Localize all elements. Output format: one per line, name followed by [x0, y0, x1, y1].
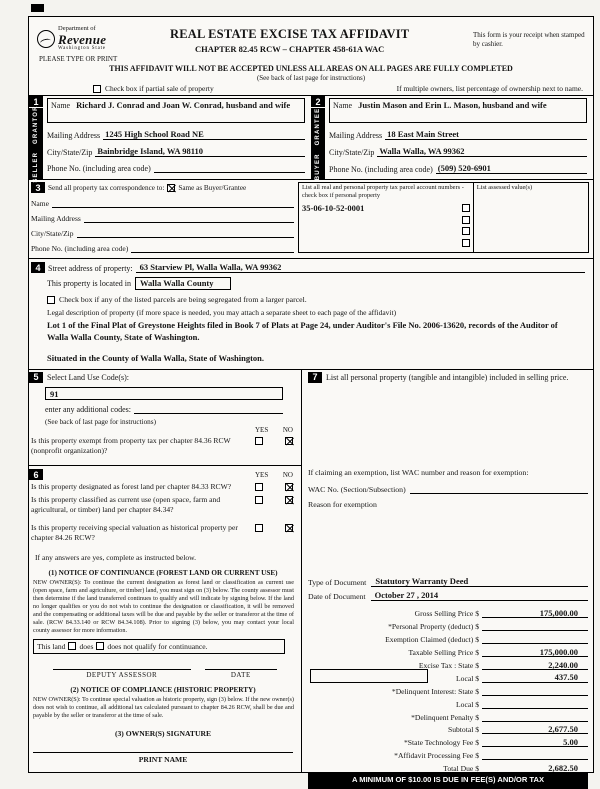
- delinquent-interest-state-value[interactable]: [482, 685, 588, 696]
- affidavit-processing-fee-value[interactable]: [482, 750, 588, 761]
- excise-tax-local-label: Local $: [456, 673, 479, 683]
- additional-codes-label: enter any additional codes:: [45, 404, 131, 414]
- washington-state-label: Washington State: [58, 45, 106, 51]
- personal-property-checkbox-1[interactable]: [462, 204, 470, 212]
- personal-property-checkbox-3[interactable]: [462, 227, 470, 235]
- street-address-label: Street address of property:: [48, 264, 133, 273]
- see-back-note: (See back of last page for instructions): [256, 74, 366, 82]
- deputy-assessor-date-line[interactable]: DATE: [205, 669, 277, 679]
- affidavit-processing-fee-label: *Affidavit Processing Fee $: [394, 751, 479, 761]
- notice-compliance-title: (2) NOTICE OF COMPLIANCE (HISTORIC PROPERTY): [70, 685, 256, 694]
- buyer-phone-label: Phone No. (including area code): [329, 165, 433, 174]
- personal-property-section: [302, 370, 593, 785]
- delinquent-interest-local-label: Local $: [456, 699, 479, 709]
- correspondence-address-field[interactable]: [84, 213, 294, 223]
- classification-section: [29, 466, 301, 772]
- located-in-label: This property is located in: [47, 279, 131, 288]
- buyer-address-label: Mailing Address: [329, 131, 383, 140]
- correspondence-citystatezip-field[interactable]: [77, 228, 295, 238]
- yes-header: YES: [255, 425, 269, 434]
- buyer-citystatezip-field[interactable]: Walla Walla, WA 99362: [377, 146, 587, 157]
- wac-number-field[interactable]: [410, 484, 588, 494]
- seller-phone-field[interactable]: [154, 163, 305, 173]
- subtotal-label: Subtotal $: [447, 725, 479, 735]
- seller-citystatezip-label: City/State/Zip: [47, 148, 93, 157]
- registration-mark: [31, 4, 44, 12]
- multiple-owners-note: If multiple owners, list percentage of ownership next to name.: [396, 84, 583, 93]
- does-not-qualify-checkbox[interactable]: [96, 642, 104, 650]
- does-qualify-checkbox[interactable]: [68, 642, 76, 650]
- notice-compliance-text: NEW OWNER(S): To continue special valuation as historic property, sign (3) below. If the new owner(s) does not wish to continue, all additional tax calculated pursuant to chapter 84.26 RCW, shall be due and payable by the seller or transferor at the time of sale.: [33, 695, 294, 720]
- correspondence-citystatezip-label: City/State/Zip: [31, 229, 74, 238]
- revenue-wordmark: Revenue: [58, 31, 107, 47]
- state-technology-fee-value[interactable]: 5.00: [482, 737, 588, 748]
- no-header: NO: [282, 425, 293, 434]
- taxable-selling-price-value[interactable]: 175,000.00: [482, 647, 588, 658]
- form-title: REAL ESTATE EXCISE TAX AFFIDAVIT: [169, 27, 410, 41]
- owners-signature-heading: (3) OWNER(S) SIGNATURE: [114, 729, 212, 739]
- gross-selling-price-label: Gross Selling Price $: [414, 609, 479, 619]
- forest-no-checkbox[interactable]: [285, 483, 293, 491]
- legal-description-label: Legal description of property (if more space is needed, you may attach a separate sheet to each page of the affidavit): [47, 308, 397, 317]
- buyer-grantee-label: BUYER GRANTEE: [315, 107, 321, 180]
- seller-name-value: Richard J. Conrad and Joan W. Conrad, husband and wife: [76, 100, 291, 110]
- dor-seal-icon: [37, 30, 55, 48]
- buyer-grantee-band: [311, 108, 325, 179]
- yes-header-2: YES: [255, 470, 269, 479]
- this-land-label: This land: [37, 641, 66, 651]
- seller-grantor-band: [29, 104, 43, 183]
- send-correspondence-label: Send all property tax correspondence to:: [48, 183, 165, 192]
- forest-yes-checkbox[interactable]: [255, 483, 263, 491]
- reason-for-exemption-label: Reason for exemption: [308, 499, 377, 509]
- buyer-name-label: Name: [333, 101, 353, 110]
- tax-computation-table: [308, 606, 588, 774]
- document-type-label: Type of Document: [308, 577, 367, 587]
- property-section: [29, 258, 593, 369]
- forest-land-question: Is this property designated as forest land per chapter 84.33 RCW?: [31, 482, 232, 492]
- partial-sale-label: Check box if partial sale of property: [105, 84, 214, 93]
- section-5-number: 5: [29, 372, 43, 383]
- segregated-parcel-checkbox[interactable]: [47, 296, 55, 304]
- excise-tax-state-label: Excise Tax : State $: [418, 661, 479, 671]
- chapter-line: CHAPTER 82.45 RCW – CHAPTER 458-61A WAC: [195, 44, 385, 54]
- delinquent-interest-state-label: *Delinquent Interest: State $: [391, 686, 479, 696]
- delinquent-penalty-value[interactable]: [482, 711, 588, 722]
- buyer-name-value: Justin Mason and Erin L. Mason, husband and wife: [358, 100, 547, 110]
- seller-citystatezip-field[interactable]: Bainbridge Island, WA 98110: [95, 146, 305, 157]
- see-back-note-2: (See back of last page for instructions): [45, 417, 156, 426]
- personal-property-deduct-value[interactable]: [482, 621, 588, 632]
- continuance-qualify-line: [33, 639, 285, 654]
- exempt-yes-checkbox[interactable]: [255, 437, 263, 445]
- current-use-no-checkbox[interactable]: [285, 496, 293, 504]
- exempt-no-checkbox[interactable]: [285, 437, 293, 445]
- tax-correspondence-section: [29, 179, 593, 258]
- notice-continuance-title: (1) NOTICE OF CONTINUANCE (FOREST LAND OR CURRENT USE): [48, 568, 278, 577]
- historic-property-question: Is this property receiving special valuation as historical property per chapter 84.26 RCW?: [31, 523, 238, 543]
- warning-line: THIS AFFIDAVIT WILL NOT BE ACCEPTED UNLESS ALL AREAS ON ALL PAGES ARE FULLY COMPLETED: [109, 64, 513, 73]
- historic-yes-checkbox[interactable]: [255, 524, 263, 532]
- legal-description-value[interactable]: Lot 1 of the Final Plat of Greystone Heights filed in Book 7 of Plats at Page 24, under Auditor's File No. 2006-13620, records of the Auditor of Walla Walla County, State of Washington.: [47, 320, 558, 342]
- parcel-table: [298, 182, 589, 253]
- deputy-assessor-signature-line[interactable]: DEPUTY ASSESSOR: [53, 669, 191, 679]
- current-use-question: Is this property classified as current use (open space, farm and agricultural, or timber) land per chapter 84.34?: [31, 494, 221, 514]
- total-due-value[interactable]: 2,682.50: [482, 763, 588, 774]
- minimum-due-banner: A MINIMUM OF $10.00 IS DUE IN FEE(S) AND/OR TAX: [308, 773, 588, 789]
- segregated-parcel-label: Check box if any of the listed parcels are being segregated from a larger parcel.: [59, 295, 307, 304]
- personal-property-deduct-label: *Personal Property (deduct) $: [388, 622, 479, 632]
- section-6-number: 6: [29, 469, 43, 480]
- dept-of-label: Department of: [58, 25, 96, 33]
- personal-property-checkbox-2[interactable]: [462, 216, 470, 224]
- please-type-or-print: PLEASE TYPE OR PRINT: [39, 55, 118, 63]
- document-date-field[interactable]: October 27 , 2014: [371, 590, 588, 601]
- historic-no-checkbox[interactable]: [285, 524, 293, 532]
- document-type-field[interactable]: Statutory Warranty Deed: [371, 576, 588, 587]
- seller-section: [29, 96, 311, 183]
- situated-in-county-value: Situated in the County of Walla Walla, State of Washington.: [47, 352, 265, 363]
- seller-name-field[interactable]: [47, 98, 305, 123]
- land-use-code-field[interactable]: 91: [45, 387, 283, 400]
- receipt-note: This form is your receipt when stamped by cashier.: [473, 31, 585, 48]
- seller-grantor-label: SELLER GRANTOR: [33, 104, 39, 183]
- exemption-claimed-value[interactable]: [482, 634, 588, 645]
- partial-sale-checkbox[interactable]: [93, 85, 101, 93]
- gross-selling-price-value[interactable]: 175,000.00: [482, 608, 588, 619]
- correspondence-name-label: Name: [31, 199, 49, 208]
- buyer-citystatezip-label: City/State/Zip: [329, 148, 375, 157]
- parcel-number-value[interactable]: 35-06-10-52-0001: [302, 202, 365, 213]
- excise-tax-state-value[interactable]: 2,240.00: [482, 660, 588, 671]
- does-label: does: [79, 641, 94, 651]
- buyer-section: [311, 96, 593, 179]
- personal-property-header: List all personal property (tangible and intangible) included in selling price.: [326, 372, 569, 382]
- exemption-claimed-label: Exemption Claimed (deduct) $: [385, 635, 479, 645]
- total-due-label: Total Due $: [443, 764, 479, 774]
- document-date-label: Date of Document: [308, 591, 366, 601]
- correspondence-name-field[interactable]: [52, 198, 294, 208]
- does-not-qualify-label: does not qualify for continuance.: [107, 641, 208, 651]
- correspondence-address-label: Mailing Address: [31, 214, 81, 223]
- county-field[interactable]: Walla Walla County: [135, 277, 231, 290]
- if-yes-instruction: If any answers are yes, complete as instructed below.: [35, 552, 197, 562]
- no-header-2: NO: [282, 470, 293, 479]
- street-address-field[interactable]: 63 Starview Pl, Walla Walla, WA 99362: [136, 262, 585, 273]
- current-use-yes-checkbox[interactable]: [255, 496, 263, 504]
- delinquent-interest-local-value[interactable]: [482, 698, 588, 709]
- subtotal-value[interactable]: 2,677.50: [482, 724, 588, 735]
- same-as-buyer-label: Same as Buyer/Grantee: [178, 183, 247, 192]
- section-2-number: 2: [311, 96, 325, 107]
- buyer-name-field[interactable]: [329, 98, 587, 123]
- state-technology-fee-label: *State Technology Fee $: [403, 738, 479, 748]
- land-use-code-label: Select Land Use Code(s):: [47, 372, 129, 382]
- additional-codes-field[interactable]: [134, 404, 283, 414]
- reet-affidavit-form: [28, 16, 594, 785]
- section-4-number: 4: [31, 262, 45, 273]
- dor-logo: [37, 23, 106, 54]
- section-3-number: 3: [31, 182, 45, 193]
- section-7-number: 7: [308, 372, 322, 383]
- personal-property-checkbox-4[interactable]: [462, 239, 470, 247]
- print-name-line[interactable]: PRINT NAME: [33, 752, 293, 768]
- same-as-buyer-checkbox[interactable]: [167, 184, 175, 192]
- seller-phone-label: Phone No. (including area code): [47, 164, 151, 173]
- seller-address-field[interactable]: 1245 High School Road NE: [103, 129, 305, 140]
- exemption-instruction: If claiming an exemption, list WAC number and reason for exemption:: [308, 467, 529, 477]
- buyer-address-field[interactable]: 18 East Main Street: [385, 129, 587, 140]
- stamp-box: [310, 669, 428, 683]
- section-1-number: 1: [29, 96, 43, 107]
- land-use-section: [29, 370, 301, 467]
- tax-exempt-question: Is this property exempt from property tax per chapter 84.36 RCW (nonprofit organization)?: [31, 435, 231, 456]
- taxable-selling-price-label: Taxable Selling Price $: [408, 648, 479, 658]
- seller-address-label: Mailing Address: [47, 131, 101, 140]
- excise-tax-local-value[interactable]: 437.50: [482, 672, 588, 683]
- correspondence-phone-label: Phone No. (including area code): [31, 244, 129, 253]
- notice-continuance-text: NEW OWNER(S): To continue the current designation as forest land or classification as current use (open space, farm and agriculture, or timber) land, you must sign on (3) below. The county assessor must then determine if the land transferred continues to qualify and will indicate by signing below. If the land no longer qualifies or you do not wish to continue the designation or classification, it will be removed and the compensating or additional taxes will be due and payable by the seller or transferor at the time of sale. (RCW 84.33.140 or RCW 84.34.108). Prior to signing (3) below, you may contact your local county assessor for more information.: [33, 578, 294, 634]
- parcel-numbers-header: List all real and personal property tax parcel account numbers - check box if personal property: [302, 184, 464, 199]
- seller-name-label: Name: [51, 101, 71, 110]
- correspondence-phone-field[interactable]: [131, 243, 294, 253]
- assessed-values-header: List assessed value(s): [476, 184, 533, 191]
- wac-number-label: WAC No. (Section/Subsection): [308, 484, 406, 494]
- delinquent-penalty-label: *Delinquent Penalty $: [411, 712, 479, 722]
- buyer-phone-field[interactable]: (509) 520-6901: [436, 163, 587, 174]
- form-header: [29, 17, 593, 54]
